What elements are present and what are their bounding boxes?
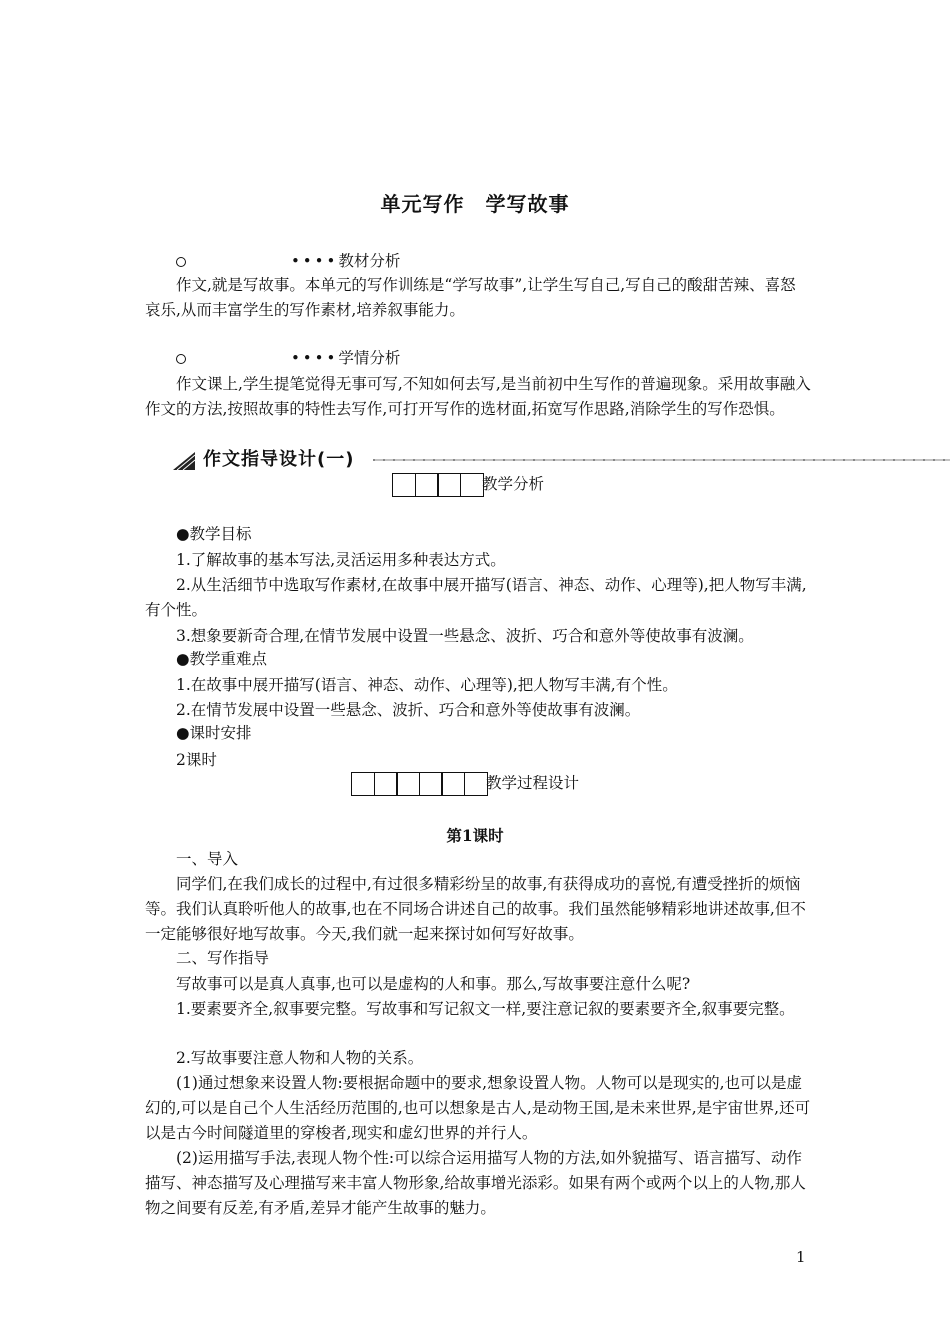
schedule-heading: ●课时安排 bbox=[176, 724, 252, 742]
key-point-item: 1.在故事中展开描写(语言、神态、动作、心理等),把人物写丰满,有个性。 bbox=[176, 676, 678, 694]
circle-icon bbox=[176, 257, 186, 267]
key-point-item: 2.在情节发展中设置一些悬念、波折、巧合和意外等使故事有波澜。 bbox=[176, 701, 641, 719]
key-points-heading: ●教学重难点 bbox=[176, 650, 268, 668]
student-analysis-body: 作文课上,学生提笔觉得无事可写,不知如何去写,是当前初中生写作的普遍现象。采用故事融入作文的方法,按照故事的特性去写作,可打开写作的选材面,拓宽写作思路,消除学生的写作恐惧。 bbox=[145, 375, 811, 418]
dots-icon: •••• bbox=[290, 349, 339, 367]
banner-title: 作文指导设计(一) bbox=[203, 449, 355, 470]
lesson-title: 第1课时 bbox=[446, 826, 504, 845]
section-label: 教材分析 bbox=[338, 252, 401, 270]
teaching-analysis-label: 教学分析 bbox=[482, 475, 545, 493]
guide-subpoint: (1)通过想象来设置人物:要根据命题中的要求,想象设置人物。人物可以是现实的,也可以是虚幻的,可以是自己个人生活经历范围的,也可以想象是古人,是动物王国,是未来世界,是宇宙世界,还可以是古今时间隧道里的穿梭者,现实和虚幻世界的并行人。 bbox=[145, 1074, 811, 1142]
banner-rule bbox=[373, 458, 950, 462]
goals-heading: ●教学目标 bbox=[176, 525, 252, 543]
section-label: 学情分析 bbox=[338, 349, 401, 367]
guide-subpoint: (2)运用描写手法,表现人物个性:可以综合运用描写人物的方法,如外貌描写、语言描写、动作描写、神态描写及心理描写来丰富人物形象,给故事增光添彩。如果有两个或两个以上的人物,那人物之间要有反差,有矛盾,差异才能产生故事的魅力。 bbox=[145, 1149, 806, 1217]
part-heading: 二、写作指导 bbox=[176, 949, 270, 967]
page-title: 单元写作 学写故事 bbox=[380, 192, 570, 216]
intro-paragraph: 同学们,在我们成长的过程中,有过很多精彩纷呈的故事,有获得成功的喜悦,有遭受挫折的烦恼等。我们认真聆听他人的故事,也在不同场合讲述自己的故事。我们虽然能够精彩地讲述故事,但不一定能够很好地写故事。今天,我们就一起来探讨如何写好故事。 bbox=[145, 875, 806, 943]
guide-question: 写故事可以是真人真事,也可以是虚构的人和事。那么,写故事要注意什么呢? bbox=[176, 975, 691, 993]
schedule-value: 2课时 bbox=[176, 751, 217, 769]
box-decoration bbox=[392, 472, 482, 497]
box-decoration bbox=[351, 771, 486, 796]
circle-icon bbox=[176, 354, 186, 364]
section-banner bbox=[173, 447, 950, 475]
pen-icon bbox=[173, 452, 201, 470]
goal-item: 3.想象要新奇合理,在情节发展中设置一些悬念、波折、巧合和意外等使故事有波澜。 bbox=[176, 627, 754, 645]
page-number: 1 bbox=[796, 1248, 806, 1266]
textbook-analysis-body: 作文,就是写故事。本单元的写作训练是“学写故事”,让学生写自己,写自己的酸甜苦辣、喜怒哀乐,从而丰富学生的写作素材,培养叙事能力。 bbox=[145, 276, 796, 319]
section-heading-textbook bbox=[176, 249, 400, 274]
process-label: 教学过程设计 bbox=[486, 774, 580, 792]
process-heading bbox=[351, 771, 579, 796]
goal-item: 1.了解故事的基本写法,灵活运用多种表达方式。 bbox=[176, 551, 506, 569]
section-heading-student bbox=[176, 346, 400, 371]
goal-item: 2.从生活细节中选取写作素材,在故事中展开描写(语言、神态、动作、心理等),把人物写丰满,有个性。 bbox=[145, 576, 807, 619]
part-heading: 一、导入 bbox=[176, 850, 239, 868]
guide-point: 1.要素要齐全,叙事要完整。写故事和写记叙文一样,要注意记叙的要素要齐全,叙事要完整。 bbox=[176, 1000, 795, 1018]
teaching-analysis-heading bbox=[392, 472, 544, 497]
guide-point: 2.写故事要注意人物和人物的关系。 bbox=[176, 1049, 424, 1067]
dots-icon: •••• bbox=[290, 252, 339, 270]
